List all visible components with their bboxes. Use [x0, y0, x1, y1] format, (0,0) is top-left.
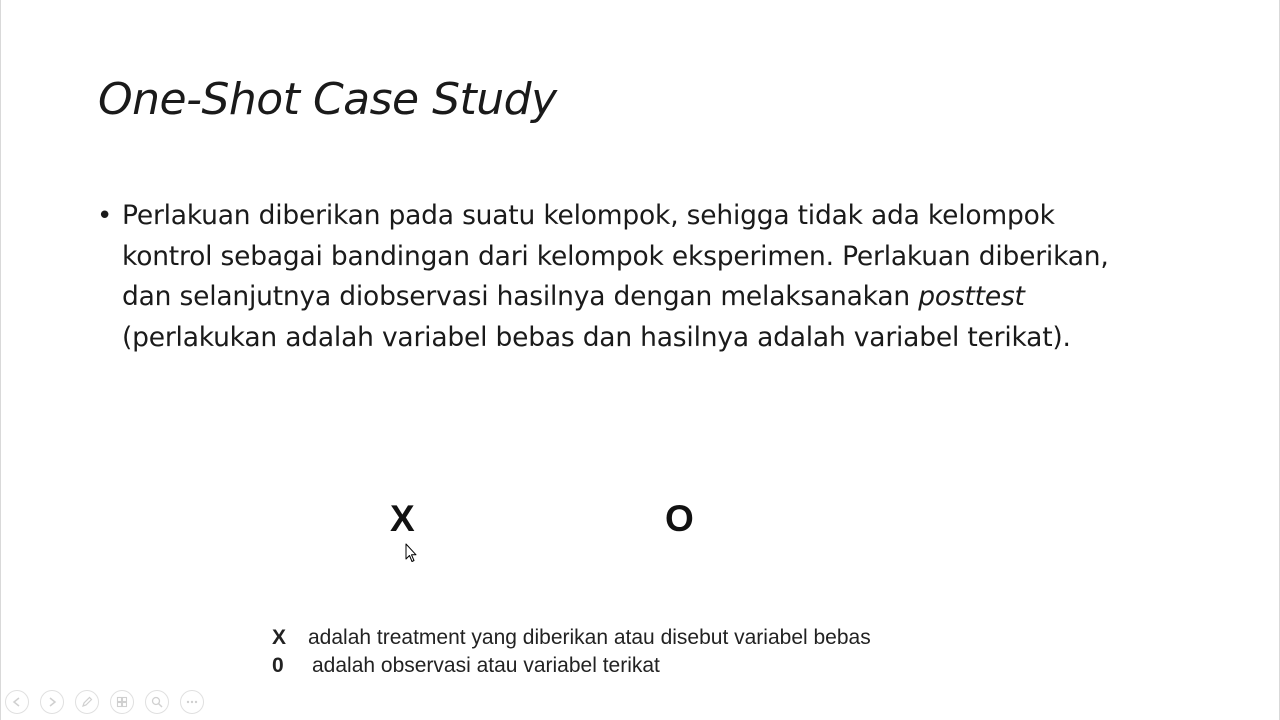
next-icon [46, 696, 58, 708]
slides-grid-icon [116, 696, 128, 708]
pen-icon [81, 696, 93, 708]
legend-row-observation [272, 652, 871, 680]
slide-title: One-Shot Case Study [98, 74, 557, 125]
legend-row-treatment [272, 624, 871, 652]
mouse-cursor-icon [405, 543, 417, 563]
bullet-text-part2: (perlakukan adalah variabel bebas dan hasilnya adalah variabel terikat). [122, 321, 1071, 353]
previous-slide-button[interactable] [5, 690, 29, 714]
legend-key: X [272, 626, 287, 649]
legend-text: adalah observasi atau variabel terikat [312, 654, 660, 677]
more-options-button[interactable] [180, 690, 204, 714]
bullet-text-emphasis: posttest [918, 281, 1025, 312]
treatment-symbol: X [390, 498, 415, 539]
zoom-icon [151, 696, 163, 708]
symbol-legend [272, 624, 871, 680]
legend-key: 0 [272, 654, 284, 677]
legend-text: adalah treatment yang diberikan atau disebut variabel bebas [308, 626, 871, 649]
observation-symbol: O [665, 498, 694, 539]
more-options-icon [185, 696, 199, 708]
slideshow-toolbar [5, 690, 204, 714]
pen-tool-button[interactable] [75, 690, 99, 714]
bullet-text-part1: Perlakuan diberikan pada suatu kelompok, sehigga tidak ada kelompok kontrol sebagai bandingan dari kelompok eksperimen. Perlakuan diberikan, dan selanjutnya diobservasi hasilnya dengan melaksanakan [122, 200, 1109, 312]
bullet-text [122, 196, 1147, 358]
bullet-item [97, 196, 1147, 358]
see-all-slides-button[interactable] [110, 690, 134, 714]
previous-icon [11, 696, 23, 708]
next-slide-button[interactable] [40, 690, 64, 714]
bullet-dot: • [97, 201, 113, 231]
zoom-button[interactable] [145, 690, 169, 714]
